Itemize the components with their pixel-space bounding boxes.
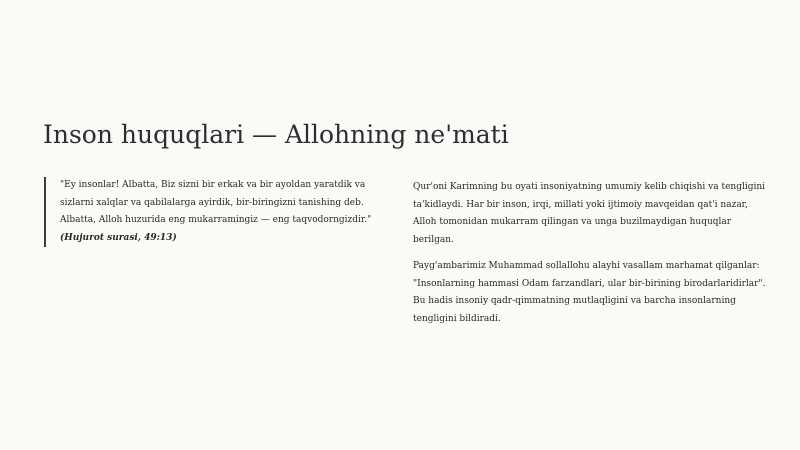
quote-source: (Hujurot surasi, 49:13) <box>60 232 177 243</box>
body-paragraph-2: Payg'ambarimiz Muhammad sollallohu alayhi vasallam marhamat qilganlar: "Insonlarning hammasi Odam farzandlari, ular bir-birining birodarlaridirlar". Bu hadis insoniy qadr-qimmatning mutlaqligini va barcha insonlarning tengligini bildiradi. <box>413 261 766 324</box>
body-paragraph-1: Qur'oni Karimning bu oyati insoniyatning umumiy kelib chiqishi va tengligini ta'kidlaydi. Har bir inson, irqi, millati yoki ijtimoiy mavqeidan qat'i nazar, Alloh tomonidan mukarram qilingan va unga buzilmaydigan huquqlar berilgan. <box>413 182 766 245</box>
body-column <box>413 179 768 337</box>
quote-text: "Ey insonlar! Albatta, Biz sizni bir erkak va bir ayoldan yaratdik va sizlarni xalqlar va qabilalarga ayirdik, bir-biringizni tanishing deb. Albatta, Alloh huzurida eng mukarramingiz — eng taqvodorngizdir." <box>60 180 372 225</box>
quote-block <box>44 177 376 247</box>
slide-title: Inson huquqlari — Allohning ne'mati <box>43 120 509 149</box>
